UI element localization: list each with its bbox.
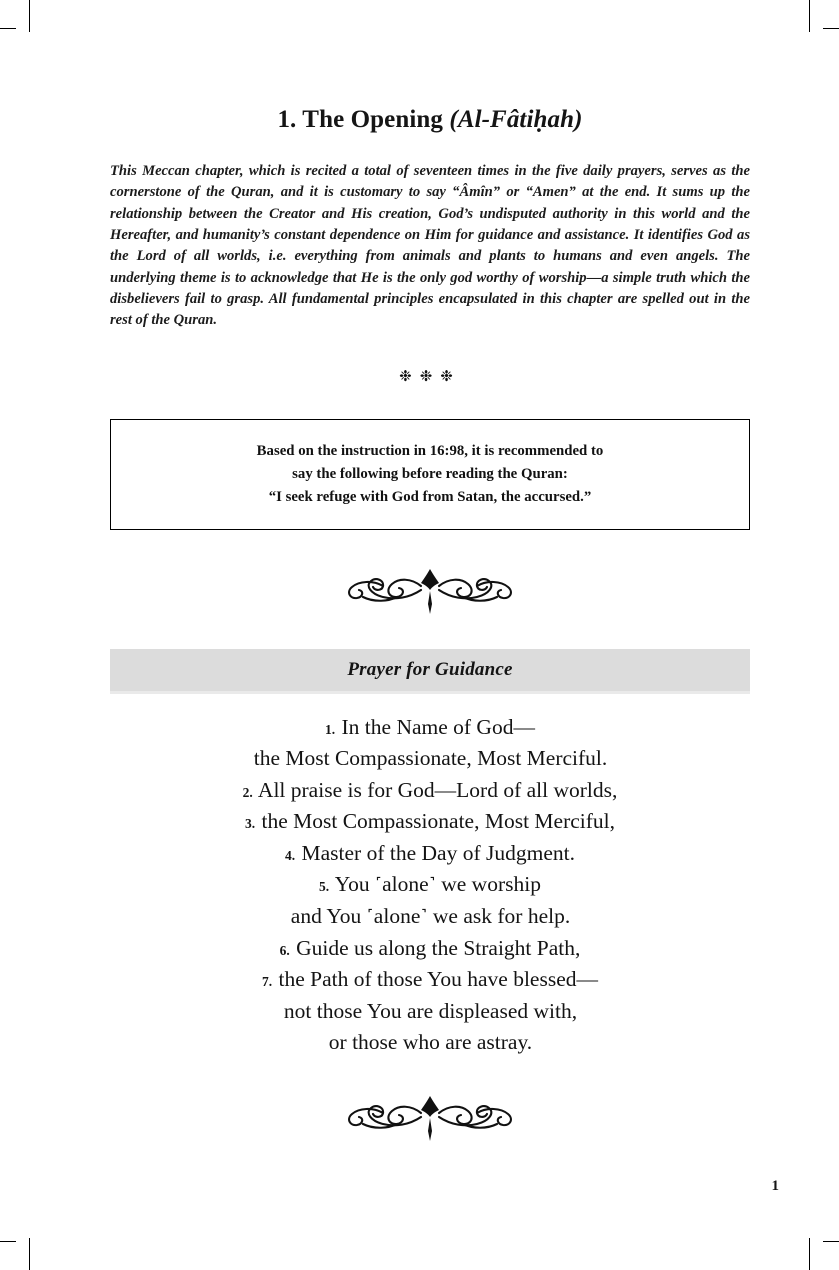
floral-asterisk-icon: ❉ <box>440 368 461 385</box>
verse-line <box>110 869 750 901</box>
instruction-line-1: Based on the instruction in 16:98, it is recommended to <box>256 442 604 459</box>
chapter-introduction: This Meccan chapter, which is recited a total of seventeen times in the five daily prayers, serves as the cornerstone of the Quran, and it is customary to say “Âmîn” or “Amen” at the end. It sums up the relationship between the Creator and His creation, God’s undisputed authority in this world and the Hereafter, and humanity’s constant dependence on Him for guidance and assistance. It identifies God as the Lord of all worlds, i.e. everything from animals and plants to humans and even angels. The underlying theme is to acknowledge that He is the only god worthy of worship—a simple truth which the disbelievers fail to grasp. All fundamental principles encapsulated in this chapter are spelled out in the rest of the Quran. <box>110 162 750 329</box>
verse-text: the Most Compassionate, Most Merciful, <box>261 809 616 834</box>
verse-number: 3. <box>244 816 256 832</box>
page-number: 1 <box>771 1178 779 1194</box>
verse-number: 7. <box>262 974 273 990</box>
verse-line <box>110 964 750 996</box>
verse-text: and You ˹alone˺ we ask for help. <box>290 904 571 929</box>
content-column <box>110 0 750 1148</box>
verse-number: 5. <box>319 879 330 895</box>
verse-line <box>110 712 750 744</box>
crop-mark-top-right-vertical <box>809 0 810 32</box>
verse-text: the Most Compassionate, Most Merciful. <box>253 746 608 771</box>
verse-list <box>110 694 750 1060</box>
crop-mark-top-left-horizontal <box>0 28 16 29</box>
crop-mark-top-left-vertical <box>29 0 30 32</box>
verse-text: the Path of those You have blessed— <box>278 967 598 992</box>
crop-mark-top-right-horizontal <box>823 28 839 29</box>
verse-line <box>110 838 750 870</box>
crop-mark-bottom-left-vertical <box>29 1238 30 1270</box>
asterisk-divider <box>110 332 750 385</box>
flourish-ornament-icon <box>337 1091 523 1143</box>
ornament-divider-top <box>110 530 750 621</box>
chapter-title-main: The Opening <box>302 106 444 133</box>
verse-number: 4. <box>285 847 296 863</box>
section-heading: Prayer for Guidance <box>347 658 513 680</box>
instruction-box <box>110 419 750 530</box>
instruction-line-3: “I seek refuge with God from Satan, the accursed.” <box>268 488 592 505</box>
crop-mark-bottom-right-horizontal <box>823 1241 839 1242</box>
instruction-line-2: say the following before reading the Quran: <box>292 465 568 482</box>
verse-line <box>110 806 750 838</box>
crop-mark-bottom-right-vertical <box>809 1238 810 1270</box>
verse-text: or those who are astray. <box>328 1030 533 1055</box>
crop-mark-bottom-left-horizontal <box>0 1241 16 1242</box>
verse-line <box>110 743 750 775</box>
verse-text: Master of the Day of Judgment. <box>301 840 575 865</box>
verse-line <box>110 933 750 965</box>
verse-text: Guide us along the Straight Path, <box>296 935 581 960</box>
page-title <box>110 0 750 135</box>
section-banner <box>110 649 750 694</box>
floral-asterisk-icon: ❉ <box>419 368 441 385</box>
floral-asterisk-icon: ❉ <box>399 368 420 385</box>
chapter-title-number: 1. <box>277 106 297 133</box>
chapter-title-transliteration: (Al-Fâtiḥah) <box>449 106 583 133</box>
flourish-ornament-icon <box>337 564 523 616</box>
verse-number: 6. <box>279 942 290 958</box>
verse-number: 2. <box>242 784 253 800</box>
verse-text: You ˹alone˺ we worship <box>334 872 541 897</box>
ornament-divider-bottom <box>110 1059 750 1148</box>
verse-line <box>110 996 750 1028</box>
verse-text: All praise is for God—Lord of all worlds, <box>257 777 618 802</box>
verse-line <box>110 901 750 933</box>
verse-line <box>110 775 750 807</box>
verse-line <box>110 1027 750 1059</box>
verse-number: 1. <box>325 721 336 737</box>
verse-text: not those You are displeased with, <box>283 998 578 1023</box>
verse-text: In the Name of God— <box>341 714 535 739</box>
